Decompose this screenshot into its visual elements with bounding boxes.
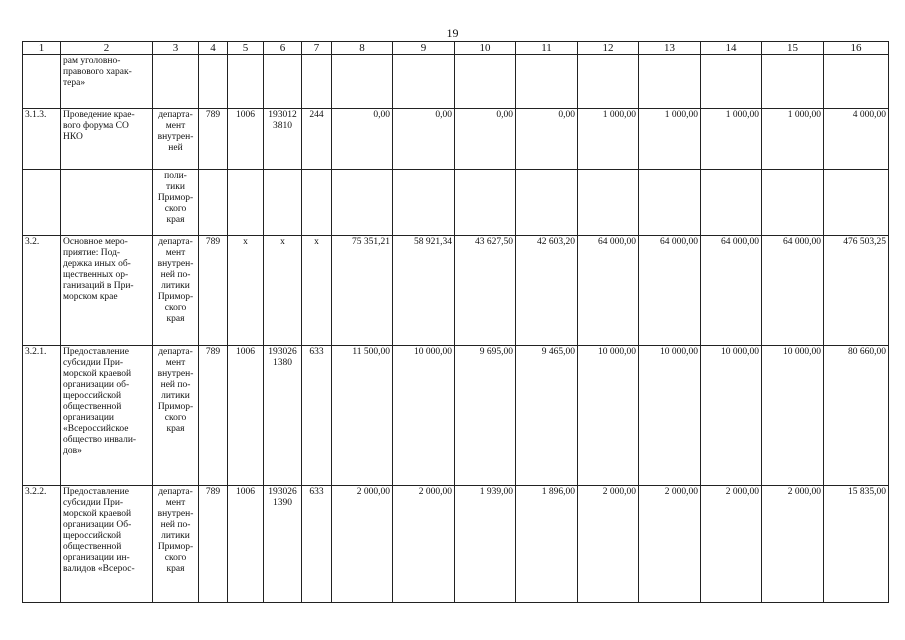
row-value-10	[455, 236, 516, 346]
table-row	[23, 109, 889, 170]
row-value-8	[332, 486, 393, 603]
row-department	[153, 486, 199, 603]
column-header-10: 10	[455, 42, 516, 55]
row-code-7	[302, 55, 332, 109]
row-value-12-text: 64 000,00	[598, 237, 636, 247]
row-value-9-text: 0,00	[435, 110, 452, 120]
row-value-9-text: 2 000,00	[418, 487, 452, 497]
row-value-15	[762, 109, 824, 170]
row-code-6	[264, 346, 302, 486]
row-value-14-text: 1 000,00	[725, 110, 759, 120]
row-department-text: департа- мент внутрен- ней по- литики Примор- ского края	[157, 487, 194, 574]
row-code-7-text: 633	[309, 347, 324, 357]
row-value-12-text: 2 000,00	[602, 487, 636, 497]
row-code-4-text: 789	[205, 110, 221, 120]
row-value-10-text: 1 939,00	[479, 487, 513, 497]
row-value-15-text: 2 000,00	[787, 487, 821, 497]
row-value-14-text: 10 000,00	[721, 347, 759, 357]
column-header-9: 9	[393, 42, 455, 55]
row-value-14	[701, 486, 762, 603]
column-number-header	[23, 42, 889, 55]
row-id-text: 3.2.	[25, 237, 40, 247]
table-row	[23, 170, 889, 236]
row-name	[61, 109, 153, 170]
row-value-16	[824, 109, 889, 170]
row-code-6-text: 193026 1390	[268, 487, 297, 508]
row-name-text: Проведение крае- вого форума СО НКО	[63, 110, 135, 142]
column-header-5: 5	[228, 42, 264, 55]
row-code-4	[199, 346, 228, 486]
column-header-12: 12	[578, 42, 639, 55]
row-value-12-text: 1 000,00	[602, 110, 636, 120]
row-value-13	[639, 346, 701, 486]
row-department	[153, 346, 199, 486]
row-code-7	[302, 486, 332, 603]
row-code-5	[228, 109, 264, 170]
row-value-10-text: 0,00	[496, 110, 513, 120]
row-name-text: рам уголовно- правового харак- тера»	[63, 56, 132, 88]
column-header-7: 7	[302, 42, 332, 55]
row-code-7-text: 244	[309, 110, 324, 120]
row-value-16	[824, 55, 889, 109]
row-value-13	[639, 170, 701, 236]
column-header-4: 4	[199, 42, 228, 55]
row-code-6-text: x	[280, 237, 285, 247]
row-code-5	[228, 346, 264, 486]
row-value-16-text: 476 503,25	[843, 237, 886, 247]
row-value-9	[393, 346, 455, 486]
row-id	[23, 170, 61, 236]
row-value-13-text: 1 000,00	[664, 110, 698, 120]
row-code-7-text: 633	[309, 487, 324, 497]
row-id	[23, 486, 61, 603]
row-value-11	[516, 346, 578, 486]
row-value-8-text: 75 351,21	[352, 237, 390, 247]
row-value-12	[578, 236, 639, 346]
row-value-9	[393, 109, 455, 170]
row-value-8-text: 11 500,00	[352, 347, 390, 357]
row-value-8-text: 0,00	[373, 110, 390, 120]
row-value-9	[393, 236, 455, 346]
column-header-16: 16	[824, 42, 889, 55]
row-name	[61, 236, 153, 346]
row-value-9	[393, 170, 455, 236]
row-value-12	[578, 170, 639, 236]
row-value-16	[824, 346, 889, 486]
row-code-4	[199, 170, 228, 236]
column-header-1: 1	[23, 42, 61, 55]
row-value-9	[393, 486, 455, 603]
row-code-5-text: x	[243, 237, 248, 247]
row-name-text: Предоставление субсидии При- морской краевой организации об- щероссийской общественной организации «Всероссийское общество инвали- дов»	[63, 347, 137, 456]
row-code-7	[302, 170, 332, 236]
row-value-16-text: 15 835,00	[848, 487, 886, 497]
row-value-11	[516, 486, 578, 603]
row-value-10-text: 43 627,50	[475, 237, 513, 247]
row-value-8	[332, 236, 393, 346]
row-value-14	[701, 170, 762, 236]
row-code-5	[228, 55, 264, 109]
row-code-6	[264, 486, 302, 603]
row-value-16-text: 80 660,00	[848, 347, 886, 357]
row-value-13	[639, 236, 701, 346]
row-name-text: Основное меро- приятие: Под- держка иных об- щественных ор- ганизаций в При- морском крае	[63, 237, 134, 302]
row-value-14	[701, 346, 762, 486]
row-value-9	[393, 55, 455, 109]
row-value-15	[762, 346, 824, 486]
row-code-5	[228, 236, 264, 346]
row-value-11-text: 9 465,00	[541, 347, 575, 357]
row-value-13	[639, 109, 701, 170]
row-code-5-text: 1006	[236, 110, 255, 120]
row-value-15-text: 64 000,00	[783, 237, 821, 247]
row-id-text: 3.2.1.	[25, 347, 47, 357]
column-header-11: 11	[516, 42, 578, 55]
row-value-12	[578, 486, 639, 603]
row-code-4-text: 789	[205, 347, 221, 357]
row-id	[23, 236, 61, 346]
row-id-text: 3.1.3.	[25, 110, 47, 120]
row-value-13-text: 64 000,00	[660, 237, 698, 247]
column-header-2: 2	[61, 42, 153, 55]
row-value-9-text: 10 000,00	[414, 347, 452, 357]
row-name	[61, 170, 153, 236]
row-name	[61, 55, 153, 109]
row-value-8	[332, 55, 393, 109]
row-value-15	[762, 236, 824, 346]
row-department	[153, 109, 199, 170]
row-value-11-text: 42 603,20	[537, 237, 575, 247]
row-value-15	[762, 170, 824, 236]
row-value-8	[332, 346, 393, 486]
column-header-6: 6	[264, 42, 302, 55]
row-value-12-text: 10 000,00	[598, 347, 636, 357]
budget-table	[22, 41, 889, 603]
row-value-10	[455, 170, 516, 236]
row-id	[23, 109, 61, 170]
row-code-6	[264, 170, 302, 236]
row-value-11	[516, 55, 578, 109]
row-code-7-text: x	[314, 237, 319, 247]
row-value-13-text: 2 000,00	[664, 487, 698, 497]
column-header-8: 8	[332, 42, 393, 55]
row-code-4	[199, 236, 228, 346]
row-value-10-text: 9 695,00	[479, 347, 513, 357]
row-value-10	[455, 346, 516, 486]
row-department	[153, 170, 199, 236]
row-value-8	[332, 170, 393, 236]
row-value-13	[639, 55, 701, 109]
column-header-15: 15	[762, 42, 824, 55]
row-code-4	[199, 55, 228, 109]
table-row	[23, 486, 889, 603]
row-value-13	[639, 486, 701, 603]
row-value-12	[578, 55, 639, 109]
row-code-4-text: 789	[205, 487, 221, 497]
row-code-7	[302, 346, 332, 486]
row-code-6	[264, 55, 302, 109]
row-value-16-text: 4 000,00	[852, 110, 886, 120]
column-header-14: 14	[701, 42, 762, 55]
row-code-4	[199, 109, 228, 170]
row-value-12	[578, 109, 639, 170]
row-code-5-text: 1006	[236, 487, 255, 497]
row-value-11-text: 1 896,00	[541, 487, 575, 497]
row-value-14	[701, 55, 762, 109]
row-department	[153, 55, 199, 109]
row-value-16	[824, 236, 889, 346]
row-code-6-text: 193026 1380	[268, 347, 297, 368]
column-header-3: 3	[153, 42, 199, 55]
row-value-16	[824, 170, 889, 236]
row-code-6-text: 193012 3810	[268, 110, 297, 131]
row-value-16	[824, 486, 889, 603]
row-code-6	[264, 109, 302, 170]
row-value-11	[516, 170, 578, 236]
row-department-text: поли- тики Примор- ского края	[157, 171, 194, 225]
row-value-11	[516, 109, 578, 170]
row-value-14-text: 64 000,00	[721, 237, 759, 247]
row-value-15-text: 1 000,00	[787, 110, 821, 120]
row-code-5	[228, 170, 264, 236]
row-value-8	[332, 109, 393, 170]
row-code-5-text: 1006	[236, 347, 255, 357]
row-code-7	[302, 109, 332, 170]
row-code-4-text: 789	[205, 237, 221, 247]
row-value-8-text: 2 000,00	[356, 487, 390, 497]
table-row	[23, 236, 889, 346]
row-value-12	[578, 346, 639, 486]
row-value-10	[455, 486, 516, 603]
row-id	[23, 55, 61, 109]
column-header-13: 13	[639, 42, 701, 55]
row-value-10	[455, 55, 516, 109]
row-name	[61, 486, 153, 603]
row-code-4	[199, 486, 228, 603]
row-department	[153, 236, 199, 346]
table-row	[23, 55, 889, 109]
row-code-7	[302, 236, 332, 346]
row-id-text: 3.2.2.	[25, 487, 47, 497]
row-value-15	[762, 486, 824, 603]
row-value-10	[455, 109, 516, 170]
row-value-14	[701, 109, 762, 170]
row-department-text: департа- мент внутрен- ней	[157, 110, 194, 153]
row-code-5	[228, 486, 264, 603]
row-value-13-text: 10 000,00	[660, 347, 698, 357]
row-code-6	[264, 236, 302, 346]
row-value-15-text: 10 000,00	[783, 347, 821, 357]
row-value-11	[516, 236, 578, 346]
row-value-9-text: 58 921,34	[414, 237, 452, 247]
row-id	[23, 346, 61, 486]
row-value-14	[701, 236, 762, 346]
page-number: 19	[446, 26, 459, 40]
row-value-14-text: 2 000,00	[725, 487, 759, 497]
row-department-text: департа- мент внутрен- ней по- литики Примор- ского края	[157, 347, 194, 434]
row-value-11-text: 0,00	[558, 110, 575, 120]
row-department-text: департа- мент внутрен- ней по- литики Примор- ского края	[157, 237, 194, 324]
table-row	[23, 346, 889, 486]
row-name-text: Предоставление субсидии При- морской краевой организации Об- щероссийской общественной организации ин- валидов «Всерос-	[63, 487, 135, 574]
row-value-15	[762, 55, 824, 109]
row-name	[61, 346, 153, 486]
